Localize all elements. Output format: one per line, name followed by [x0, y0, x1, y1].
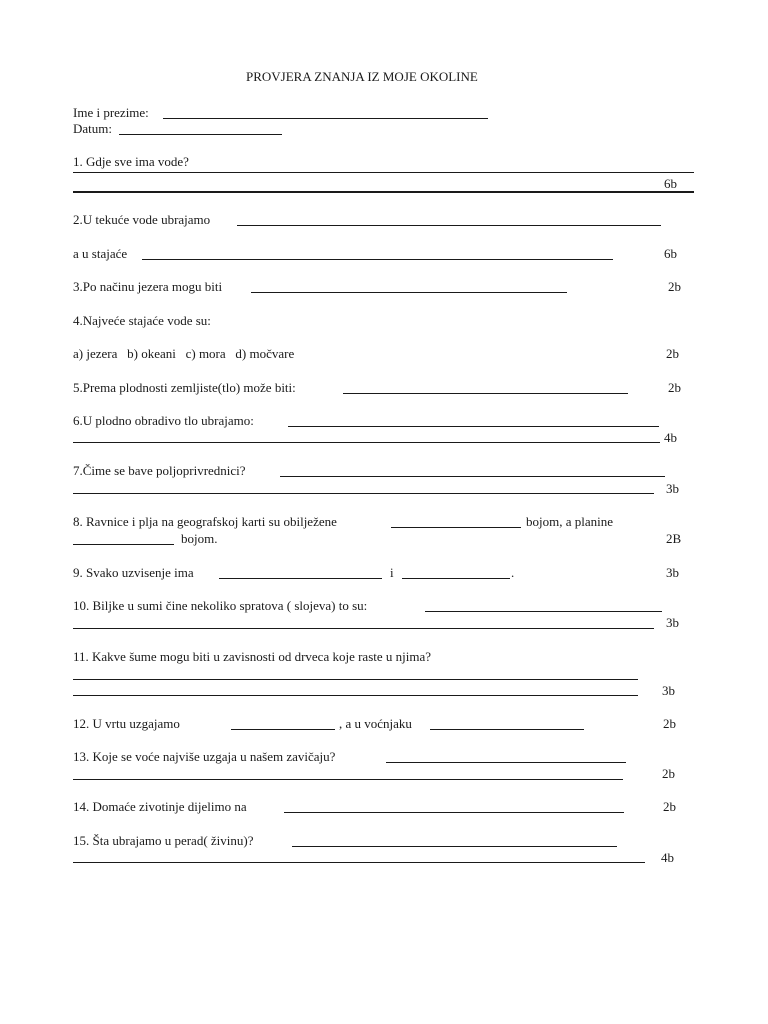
- points-q11: 3b: [662, 683, 675, 698]
- answer-line-10a[interactable]: [425, 611, 662, 612]
- points-q1: 6b: [664, 176, 677, 191]
- points-q5: 2b: [668, 380, 681, 395]
- answer-line-13b[interactable]: [73, 779, 623, 780]
- answer-line-10b[interactable]: [73, 628, 654, 629]
- answer-line-3[interactable]: [251, 292, 567, 293]
- points-q15: 4b: [661, 850, 674, 865]
- answer-line-9a[interactable]: [219, 578, 382, 579]
- question-4: 4.Najveće stajaće vode su:: [73, 313, 211, 328]
- name-label: Ime i prezime:: [73, 105, 149, 120]
- question-2b: a u stajaće: [73, 246, 128, 261]
- answer-line-12b[interactable]: [430, 729, 584, 730]
- answer-line-2a[interactable]: [237, 225, 661, 226]
- question-10: 10. Biljke u sumi čine nekoliko spratova ( slojeva) to su:: [73, 598, 368, 613]
- answer-line-1b[interactable]: [73, 191, 694, 193]
- question-1: 1. Gdje sve ima vode?: [73, 154, 189, 169]
- question-6: 6.U plodno obradivo tlo ubrajamo:: [73, 413, 254, 428]
- question-12b: , a u voćnjaku: [339, 716, 412, 731]
- answer-line-9b[interactable]: [402, 578, 510, 579]
- answer-line-7a[interactable]: [280, 476, 665, 477]
- points-q13: 2b: [662, 766, 675, 781]
- question-8c: bojom.: [181, 531, 218, 546]
- points-q3: 2b: [668, 279, 681, 294]
- question-5: 5.Prema plodnosti zemljiste(tlo) može biti:: [73, 380, 296, 395]
- question-13: 13. Koje se voće najviše uzgaja u našem zavičaju?: [73, 749, 336, 764]
- question-2: 2.U tekuće vode ubrajamo: [73, 212, 211, 227]
- points-q7: 3b: [666, 481, 679, 496]
- question-11: 11. Kakve šume mogu biti u zavisnosti od drveca koje raste u njima?: [73, 649, 432, 664]
- points-q2: 6b: [664, 246, 677, 261]
- answer-line-15b[interactable]: [73, 862, 645, 863]
- answer-line-5[interactable]: [343, 393, 628, 394]
- question-8b: bojom, a planine: [526, 514, 614, 529]
- points-q9: 3b: [666, 565, 679, 580]
- date-field-line[interactable]: [119, 134, 282, 135]
- answer-line-6b[interactable]: [73, 442, 660, 443]
- answer-line-15a[interactable]: [292, 846, 617, 847]
- question-9b: i: [390, 565, 394, 580]
- page-title: PROVJERA ZNANJA IZ MOJE OKOLINE: [246, 69, 478, 84]
- question-15: 15. Šta ubrajamo u perad( živinu)?: [73, 833, 254, 848]
- points-q4: 2b: [666, 346, 679, 361]
- date-label: Datum:: [73, 121, 112, 136]
- answer-line-2b[interactable]: [142, 259, 613, 260]
- question-9c: .: [511, 565, 515, 580]
- name-field-line[interactable]: [163, 118, 488, 119]
- answer-line-11b[interactable]: [73, 695, 638, 696]
- answer-line-8a[interactable]: [391, 527, 521, 528]
- question-3: 3.Po načinu jezera mogu biti: [73, 279, 223, 294]
- answer-line-12a[interactable]: [231, 729, 335, 730]
- question-7: 7.Čime se bave poljoprivrednici?: [73, 463, 246, 478]
- points-q12: 2b: [663, 716, 676, 731]
- answer-line-14[interactable]: [284, 812, 624, 813]
- points-q8: 2B: [666, 531, 682, 546]
- answer-line-13a[interactable]: [386, 762, 626, 763]
- answer-line-11a[interactable]: [73, 679, 638, 680]
- question-8: 8. Ravnice i plja na geografskoj karti su obilježene: [73, 514, 337, 529]
- answer-line-1a[interactable]: [73, 172, 694, 173]
- question-9: 9. Svako uzvisenje ima: [73, 565, 194, 580]
- points-q6: 4b: [664, 430, 677, 445]
- points-q10: 3b: [666, 615, 679, 630]
- answer-line-8b[interactable]: [73, 544, 174, 545]
- answer-line-7b[interactable]: [73, 493, 654, 494]
- points-q14: 2b: [663, 799, 676, 814]
- answer-line-6a[interactable]: [288, 426, 659, 427]
- question-4-options[interactable]: a) jezera b) okeani c) mora d) močvare: [73, 346, 295, 361]
- question-14: 14. Domaće zivotinje dijelimo na: [73, 799, 247, 814]
- question-12: 12. U vrtu uzgajamo: [73, 716, 180, 731]
